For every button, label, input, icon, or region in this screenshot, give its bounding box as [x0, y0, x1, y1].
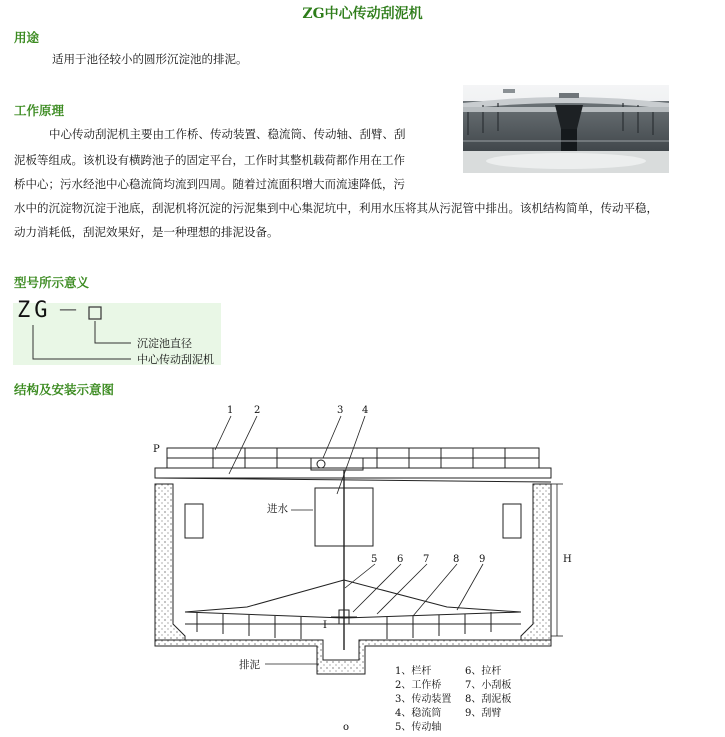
- label-i: I: [323, 620, 327, 631]
- callout-1: 1: [227, 405, 234, 416]
- callout-5: 5: [371, 554, 378, 565]
- parts-legend-5a: 5、传动轴: [395, 722, 442, 733]
- model-code: ZG: [17, 298, 52, 323]
- parts-legend-1a: 1、栏杆: [395, 666, 432, 677]
- callout-2: 2: [254, 405, 261, 416]
- parts-legend-2b: 7、小刮板: [465, 680, 512, 691]
- label-p: P: [153, 444, 160, 455]
- structure-diagram: [127, 402, 588, 733]
- principle-line-5: 动力消耗低，刮泥效果好，是一种理想的排泥设备。: [14, 225, 279, 239]
- parts-legend-4a: 4、稳流筒: [395, 708, 442, 719]
- model-dash: —: [59, 299, 77, 320]
- callout-9: 9: [479, 554, 486, 565]
- structure-heading: 结构及安装示意图: [14, 382, 115, 397]
- callout-7: 7: [423, 554, 430, 565]
- label-circle: o: [343, 722, 350, 733]
- callout-6: 6: [397, 554, 404, 565]
- model-heading: 型号所示意义: [14, 275, 90, 290]
- callout-8: 8: [453, 554, 460, 565]
- clarifier-photo: [463, 85, 669, 173]
- callout-4: 4: [362, 405, 369, 416]
- label-h: H: [563, 554, 572, 565]
- parts-legend-3a: 3、传动装置: [395, 694, 452, 705]
- parts-legend-1b: 6、拉杆: [465, 666, 502, 677]
- page-title: ZG中心传动刮泥机: [302, 6, 423, 22]
- principle-line-3: 桥中心；污水经池中心稳流筒均流到四周。随着过流面积增大而流速降低，污: [14, 177, 405, 191]
- parts-legend-3b: 8、刮泥板: [465, 694, 512, 705]
- model-legend-box: [13, 298, 221, 366]
- callout-3: 3: [337, 405, 344, 416]
- parts-legend-2a: 2、工作桥: [395, 680, 442, 691]
- usage-text: 适用于池径较小的圆形沉淀池的排泥。: [52, 52, 248, 66]
- principle-heading: 工作原理: [14, 103, 65, 118]
- principle-line-2: 泥板等组成。该机设有横跨池子的固定平台，工作时其整机载荷都作用在工作: [14, 153, 405, 167]
- model-label-diameter: 沉淀池直径: [137, 337, 192, 350]
- principle-line-1: 中心传动刮泥机主要由工作桥、传动装置、稳流筒、传动轴、刮臂、刮: [49, 127, 406, 141]
- model-label-machine: 中心传动刮泥机: [137, 353, 214, 366]
- label-outlet: 排泥: [239, 659, 260, 671]
- parts-legend-4b: 9、刮臂: [465, 708, 502, 719]
- label-inlet: 进水: [267, 503, 288, 515]
- usage-heading: 用途: [14, 30, 40, 45]
- principle-line-4: 水中的沉淀物沉淀于池底，刮泥机将沉淀的污泥集到中心集泥坑中，利用水压将其从污泥管中排出。该机结构简单，传动平稳，: [14, 201, 658, 215]
